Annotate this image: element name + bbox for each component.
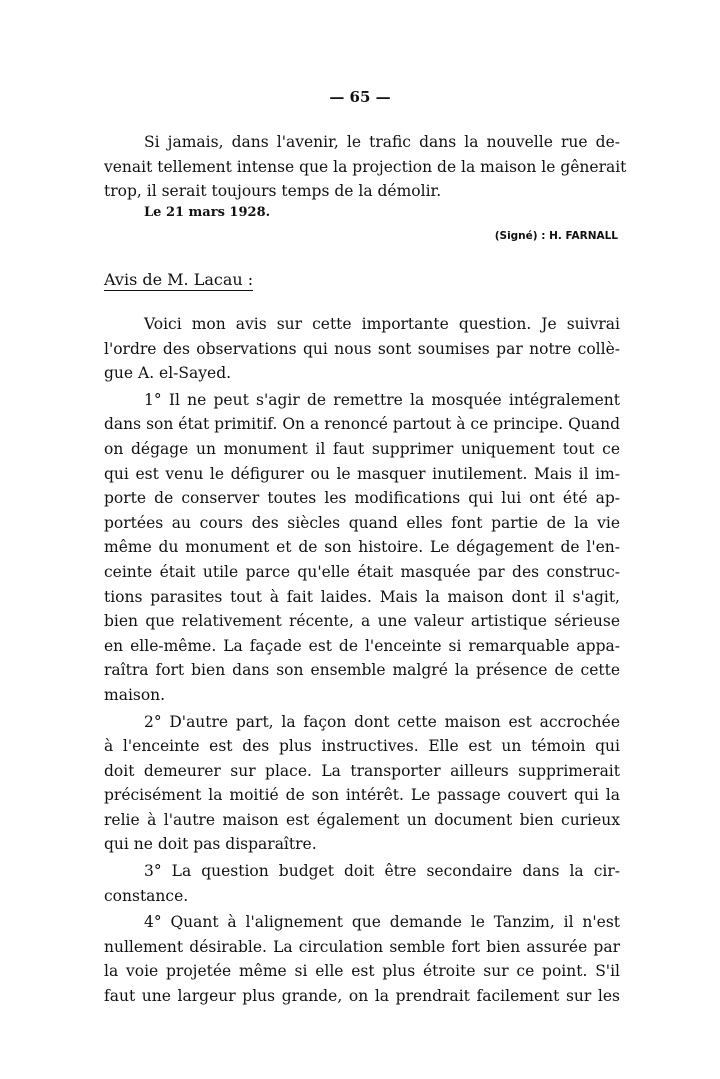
text-line: 4° Quant à l'alignement que demande le Tanzim, il n'est: [144, 913, 620, 932]
text-line: raîtra fort bien dans son ensemble malgré la présence de cette: [104, 661, 620, 680]
text-line: constance.: [104, 886, 189, 905]
body-text: [104, 312, 620, 1011]
text-line: la voie projetée même si elle est plus étroite sur ce point. S'il: [104, 962, 620, 981]
text-line: dans son état primitif. On a renoncé partout à ce principe. Quand: [104, 415, 620, 434]
text-line: qui ne doit pas disparaître.: [104, 835, 317, 854]
text-line: venait tellement intense que la projection de la maison le gênerait: [104, 157, 627, 176]
text-line: maison.: [104, 685, 166, 704]
text-line: faut une largeur plus grande, on la prendrait facilement sur les: [104, 987, 620, 1006]
text-line: Voici mon avis sur cette importante question. Je suivrai: [144, 315, 620, 333]
paragraph: [104, 388, 620, 708]
text-line: Si jamais, dans l'avenir, le trafic dans la nouvelle rue de-: [144, 133, 620, 151]
text-line: même du monument et de son histoire. Le dégagement de l'en-: [104, 538, 620, 557]
text-line: nullement désirable. La circulation semble fort bien assurée par: [104, 937, 620, 956]
text-line: doit demeurer sur place. La transporter ailleurs supprimerait: [104, 761, 620, 780]
text-line: relie à l'autre maison est également un document bien curieux: [104, 810, 620, 829]
text-line: en elle-même. La façade est de l'enceinte si remarquable appa-: [104, 636, 620, 655]
text-line: à l'enceinte est des plus instructives. Elle est un témoin qui: [104, 737, 620, 756]
paragraph-intro: [104, 130, 627, 204]
text-line: 1° Il ne peut s'agir de remettre la mosquée intégralement: [144, 390, 620, 409]
text-line: qui est venu le défigurer ou le masquer inutilement. Mais il im-: [104, 464, 620, 483]
text-line: 2° D'autre part, la façon dont cette maison est accrochée: [144, 712, 620, 731]
text-line: tions parasites tout à fait laides. Mais la maison dont il s'agit,: [104, 587, 620, 606]
signature: (Signé) : H. FARNALL: [494, 230, 618, 242]
section-heading: Avis de M. Lacau :: [104, 270, 254, 289]
date-line: Le 21 mars 1928.: [144, 205, 271, 220]
text-line: trop, il serait toujours temps de la démolir.: [104, 182, 442, 201]
paragraph: [104, 859, 620, 908]
text-line: portées au cours des siècles quand elles font partie de la vie: [104, 513, 620, 532]
text-line: on dégage un monument il faut supprimer uniquement tout ce: [104, 439, 620, 458]
text-line: bien que relativement récente, a une valeur artistique sérieuse: [104, 612, 620, 631]
page-number: — 65 —: [329, 88, 391, 106]
text-line: précisément la moitié de son intérêt. Le passage couvert qui la: [104, 786, 620, 805]
text-line: 3° La question budget doit être secondaire dans la cir-: [144, 862, 620, 881]
paragraph: [104, 312, 620, 386]
text-line: ceinte était utile parce qu'elle était masquée par des construc-: [104, 562, 620, 581]
paragraph: [104, 710, 620, 858]
text-line: l'ordre des observations qui nous sont soumises par notre collè-: [104, 339, 620, 358]
text-line: gue A. el-Sayed.: [104, 364, 232, 383]
text-line: porte de conserver toutes les modifications qui lui ont été ap-: [104, 489, 620, 508]
paragraph: [104, 910, 620, 1008]
